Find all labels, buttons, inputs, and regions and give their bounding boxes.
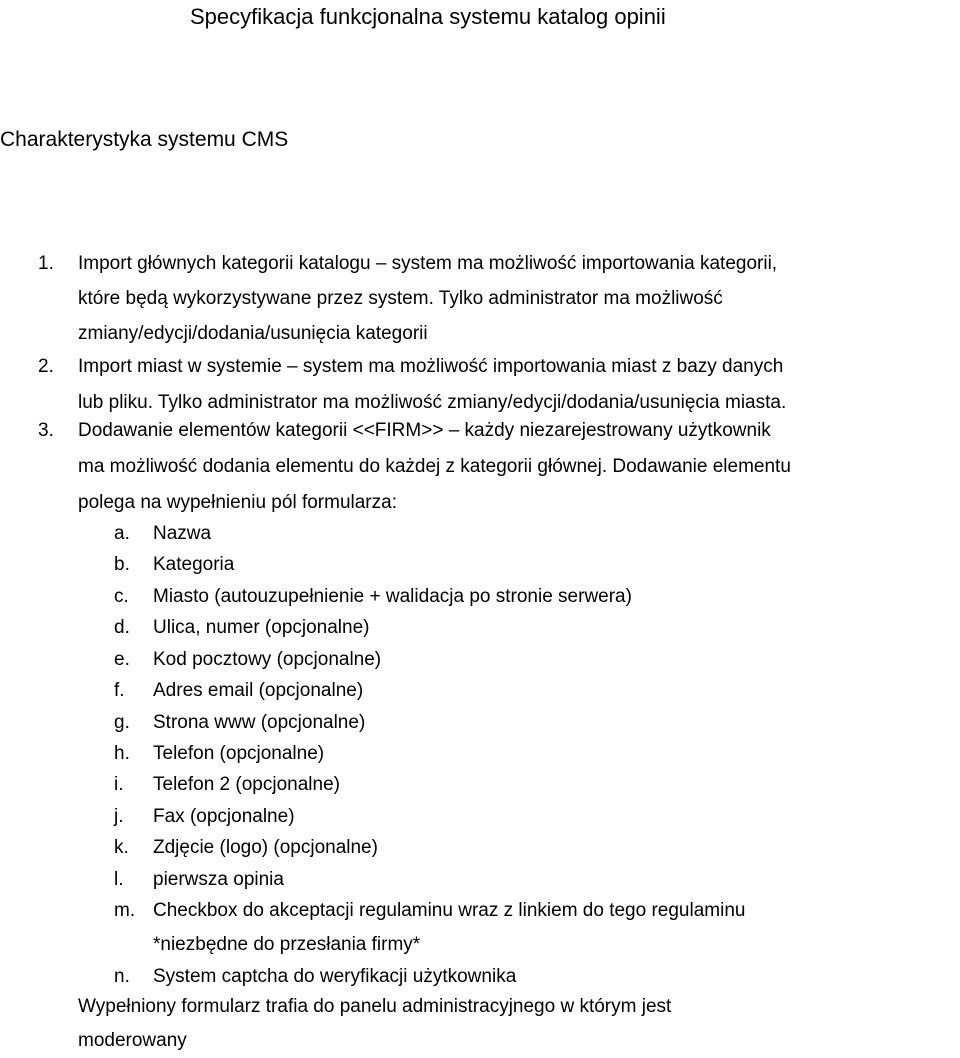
list-item-line: Dodawanie elementów kategorii <<FIRM>> – każdy niezarejestrowany użytkownik (78, 420, 771, 441)
list-item-line: które będą wykorzystywane przez system. Tylko administrator ma możliwość (78, 288, 723, 309)
sublist-letter: b. (114, 554, 130, 575)
sublist-item-continuation: *niezbędne do przesłania firmy* (153, 934, 421, 955)
sublist-letter: f. (114, 680, 125, 701)
sublist-item: Checkbox do akceptacji regulaminu wraz z linkiem do tego regulaminu (153, 900, 746, 921)
sublist-letter: h. (114, 743, 130, 764)
document-title: Specyfikacja funkcjonalna systemu katalog opinii (190, 4, 666, 29)
list-item-line: zmiany/edycji/dodania/usunięcia kategorii (78, 323, 428, 344)
closing-line: Wypełniony formularz trafia do panelu administracyjnego w którym jest (78, 996, 672, 1017)
sublist-letter: m. (114, 900, 136, 921)
sublist-item: Miasto (autouzupełnienie + walidacja po stronie serwera) (153, 586, 632, 607)
sublist-item: Zdjęcie (logo) (opcjonalne) (153, 837, 378, 858)
sublist-item: Telefon 2 (opcjonalne) (153, 774, 340, 795)
sublist-item: Nazwa (153, 523, 212, 544)
list-item-line: Import miast w systemie – system ma możliwość importowania miast z bazy danych (78, 356, 784, 377)
list-number: 3. (38, 420, 54, 441)
list-number: 2. (38, 356, 54, 377)
sublist-letter: l. (114, 869, 124, 890)
sublist-letter: j. (114, 806, 124, 827)
sublist-letter: g. (114, 712, 130, 733)
list-item-line: ma możliwość dodania elementu do każdej z kategorii głównej. Dodawanie elementu (78, 456, 791, 477)
sublist-letter: e. (114, 649, 130, 670)
sublist-item: Telefon (opcjonalne) (153, 743, 325, 764)
sublist-letter: i. (114, 774, 124, 795)
sublist-item: pierwsza opinia (153, 869, 284, 890)
sublist-letter: c. (114, 586, 129, 607)
sublist-item: Ulica, numer (opcjonalne) (153, 617, 370, 638)
sublist-letter: n. (114, 966, 130, 987)
sublist-letter: a. (114, 523, 130, 544)
sublist-item: System captcha do weryfikacji użytkownika (153, 966, 517, 987)
sublist-item: Kategoria (153, 554, 235, 575)
sublist-item: Kod pocztowy (opcjonalne) (153, 649, 382, 670)
sublist-letter: k. (114, 837, 129, 858)
section-heading: Charakterystyka systemu CMS (0, 128, 289, 151)
sublist-item: Fax (opcjonalne) (153, 806, 295, 827)
sublist-item: Strona www (opcjonalne) (153, 712, 366, 733)
sublist-item: Adres email (opcjonalne) (153, 680, 364, 701)
list-item-line: lub pliku. Tylko administrator ma możliwość zmiany/edycji/dodania/usunięcia miasta. (78, 392, 787, 413)
list-number: 1. (38, 253, 54, 274)
list-item-line: polega na wypełnieniu pól formularza: (78, 492, 397, 513)
closing-line: moderowany (78, 1030, 187, 1051)
list-item-line: Import głównych kategorii katalogu – system ma możliwość importowania kategorii, (78, 253, 778, 274)
sublist-letter: d. (114, 617, 130, 638)
